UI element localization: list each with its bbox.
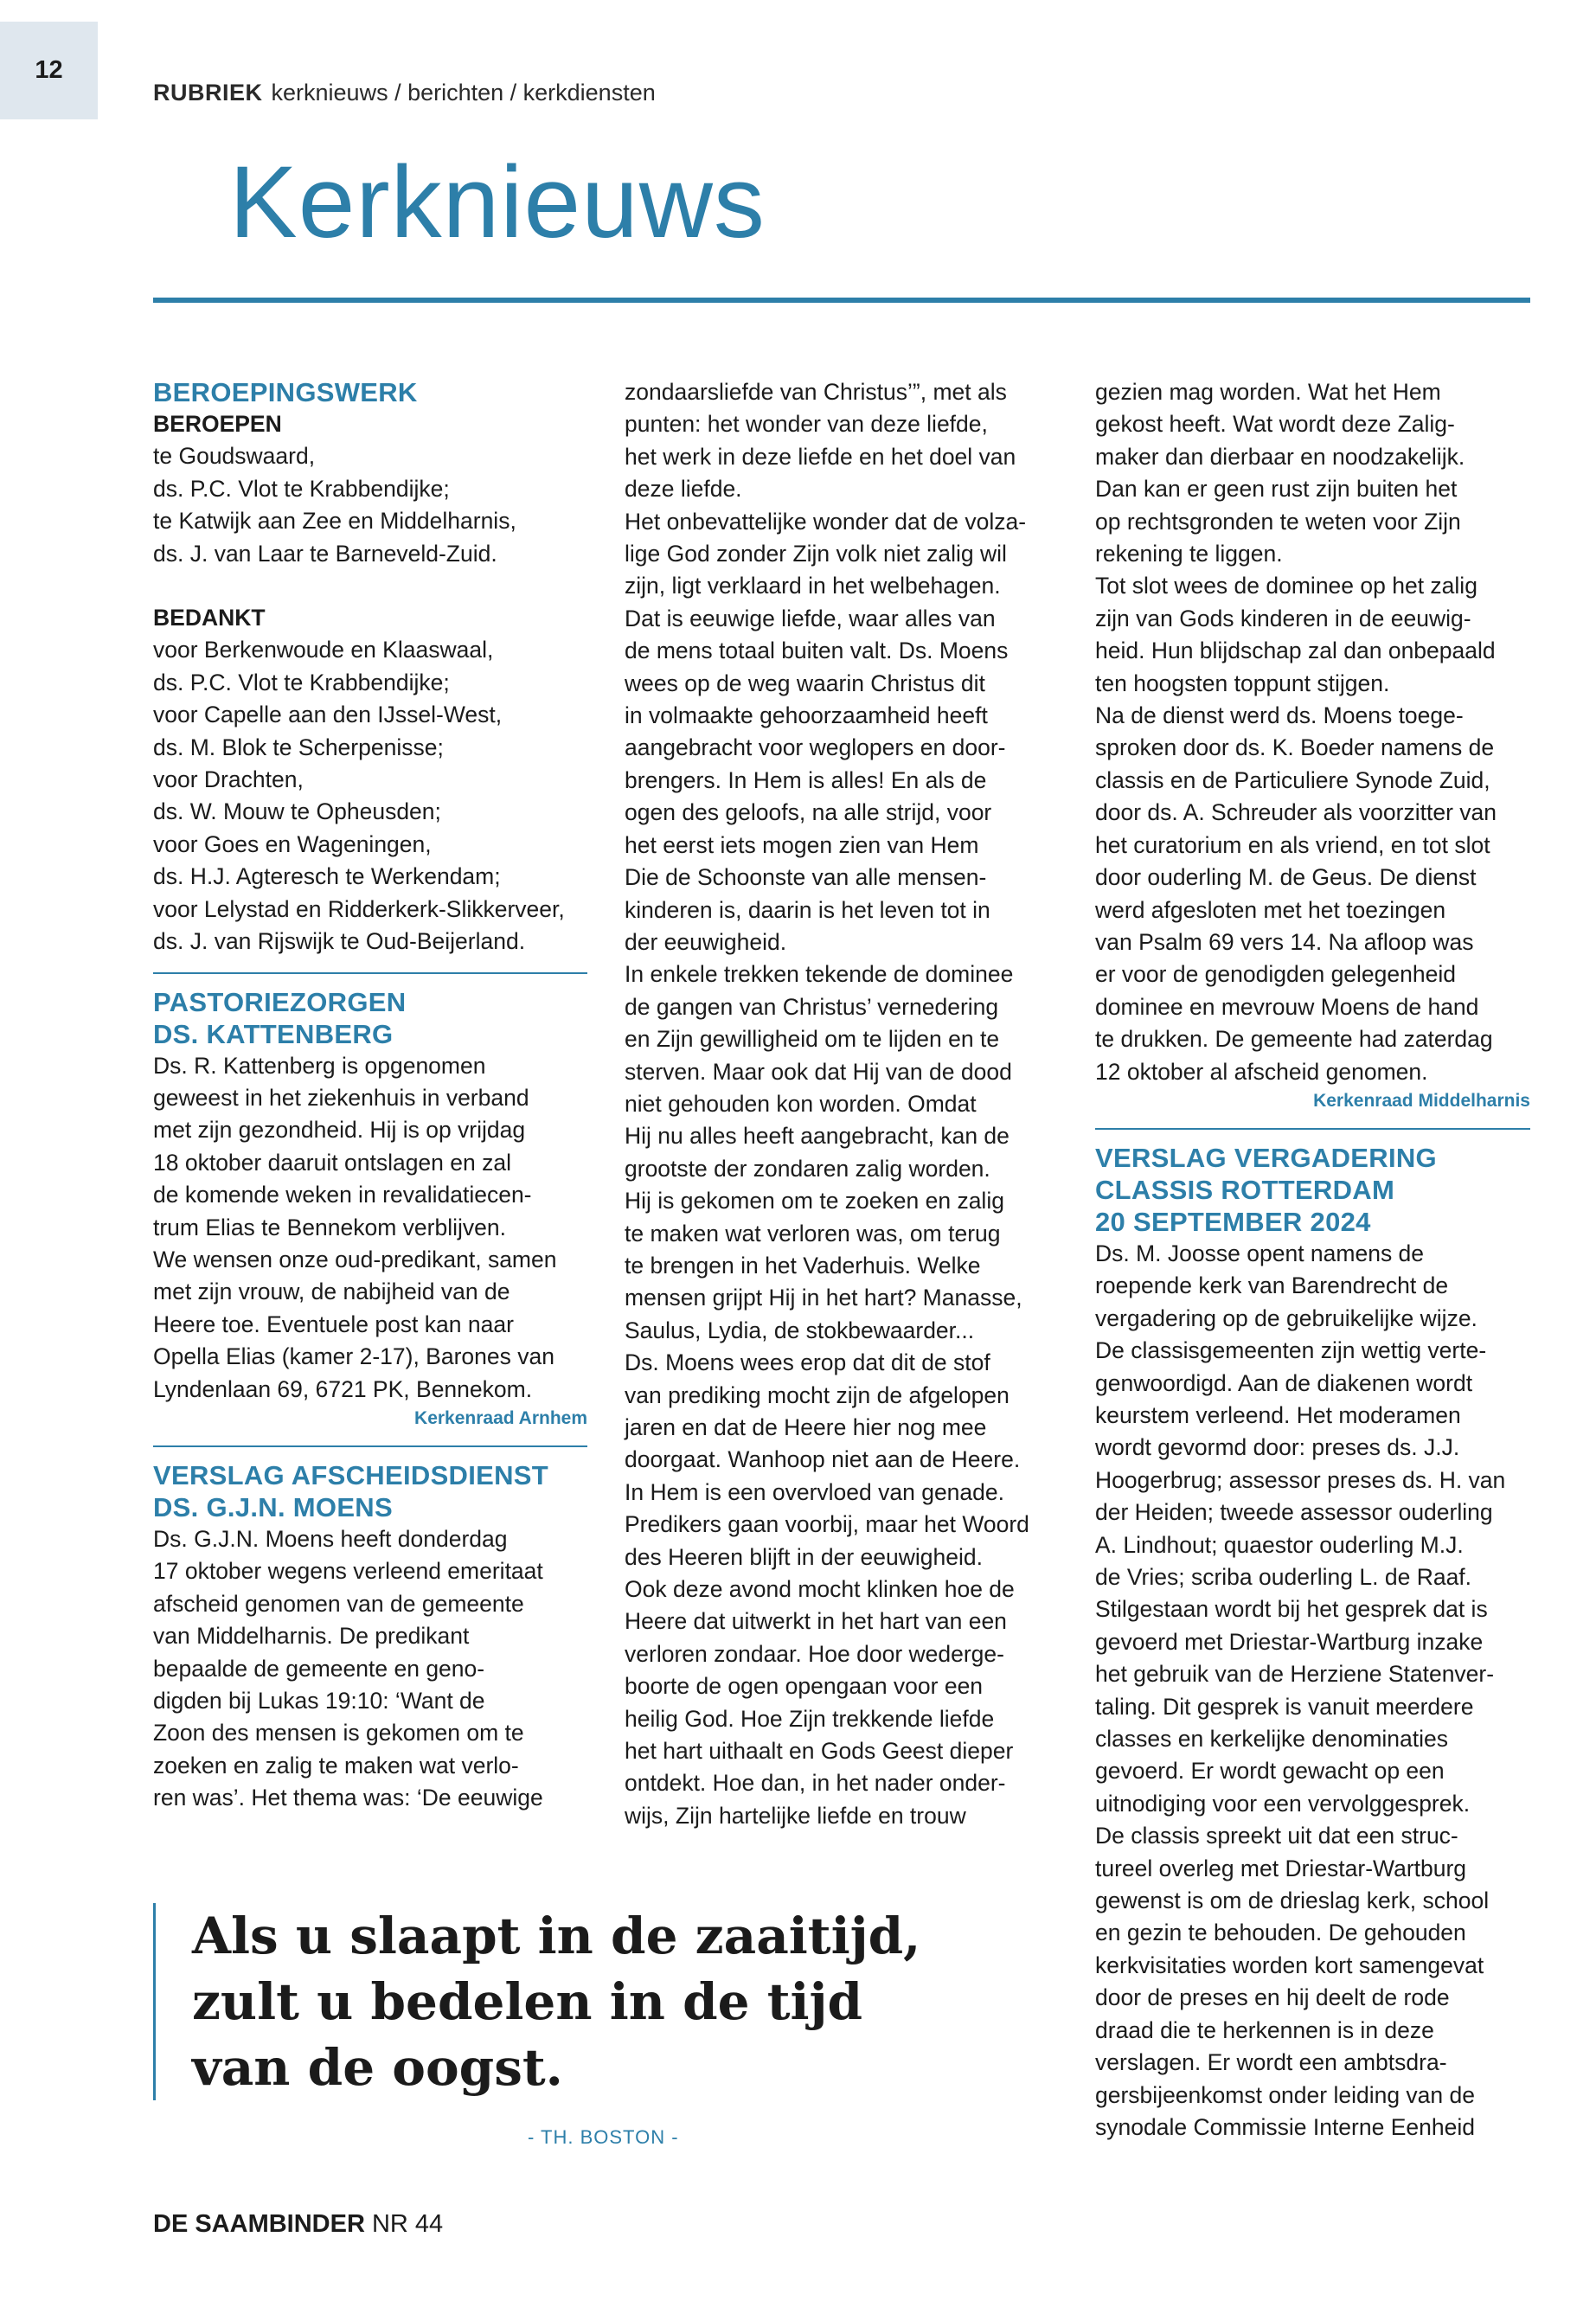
publication-name: DE SAAMBINDER <box>153 2210 365 2238</box>
rubriek-path: kerknieuws / berichten / kerkdiensten <box>271 80 656 106</box>
text-line: de mens totaal buiten valt. Ds. Moens <box>625 638 1009 664</box>
rubriek-label: RUBRIEK <box>153 80 263 106</box>
text-line: deze liefde. <box>625 476 742 503</box>
text-line: voor Capelle aan den IJssel-West, <box>153 702 503 728</box>
text-line: en Zijn gewilligheid om te lijden en te <box>625 1026 1000 1053</box>
text-line: Saulus, Lydia, de stokbewaarder... <box>625 1317 975 1343</box>
text-line: heid. Hun blijdschap zal dan onbepaald <box>1095 638 1496 664</box>
text-line: Ds. R. Kattenberg is opgenomen <box>153 1052 486 1079</box>
text-line: dominee en mevrouw Moens de hand <box>1095 993 1479 1020</box>
text-line: door ds. A. Schreuder als voorzitter van <box>1095 799 1497 826</box>
text-line: bepaalde de gemeente en geno- <box>153 1655 485 1682</box>
text-line: wees op de weg waarin Christus dit <box>625 670 985 696</box>
title-divider <box>153 298 1530 303</box>
text-line: keurstem verleend. Het moderamen <box>1095 1401 1461 1428</box>
quote-author: - TH. BOSTON - <box>528 2126 679 2148</box>
footer <box>153 2210 443 2239</box>
text-line: Zoon des mensen is gekomen om te <box>153 1720 524 1747</box>
text-line: jaren en dat de Heere hier nog mee <box>625 1414 987 1440</box>
subheading-bedankt: BEDANKT <box>153 605 266 631</box>
text-line: het hart uithaalt en Gods Geest dieper <box>625 1738 1014 1765</box>
quote-line: Als u slaapt in de zaaitijd, <box>192 1907 921 1965</box>
page-title: Kerknieuws <box>229 145 766 260</box>
signature-kerkenraad-middelharnis: Kerkenraad Middelharnis <box>1313 1090 1530 1111</box>
text-line: te brengen in het Vaderhuis. Welke <box>625 1252 981 1279</box>
text-line: van prediking mocht zijn de afgelopen <box>625 1381 1010 1408</box>
text-line: kinderen is, daarin is het leven tot in <box>625 896 990 923</box>
text-line: aangebracht voor weglopers en door- <box>625 734 1006 761</box>
subheading-beroepen: BEROEPEN <box>153 411 282 437</box>
section-divider <box>153 972 587 974</box>
text-line: wordt gevormd door: preses ds. J.J. <box>1095 1434 1460 1461</box>
text-line: zijn van Gods kinderen in de eeuwig- <box>1095 605 1471 631</box>
text-line: Predikers gaan voorbij, maar het Woord <box>625 1511 1029 1538</box>
heading-classis-rotterdam: CLASSIS ROTTERDAM <box>1095 1174 1395 1205</box>
text-line: boorte de ogen opengaan voor een <box>625 1673 984 1700</box>
text-line: Opella Elias (kamer 2-17), Barones van <box>153 1343 554 1370</box>
text-line: in volmaakte gehoorzaamheid heeft <box>625 702 988 729</box>
text-line: te maken wat verloren was, om terug <box>625 1220 1001 1247</box>
text-line: het werk in deze liefde en het doel van <box>625 443 1016 470</box>
heading-pastoriezorgen: PASTORIEZORGEN <box>153 986 407 1017</box>
text-line: 17 oktober wegens verleend emeritaat <box>153 1558 543 1585</box>
heading-verslag-vergadering: VERSLAG VERGADERING <box>1095 1142 1437 1173</box>
afscheidsdienst-continued <box>1095 376 1530 1088</box>
text-line: De classisgemeenten zijn wettig verte- <box>1095 1337 1487 1364</box>
heading-classis-date: 20 SEPTEMBER 2024 <box>1095 1206 1371 1237</box>
text-line: door de preses en hij deelt de rode <box>1095 1984 1450 2011</box>
text-line: te Katwijk aan Zee en Middelharnis, <box>153 508 516 535</box>
text-line: ds. P.C. Vlot te Krabbendijke; <box>153 669 450 695</box>
text-line: punten: het wonder van deze liefde, <box>625 411 988 438</box>
quote-line: zult u bedelen in de tijd <box>192 1972 863 2031</box>
text-line: gewenst is om de drieslag kerk, school <box>1095 1888 1490 1914</box>
text-line: synodale Commissie Interne Eenheid <box>1095 2113 1475 2140</box>
text-line: Die de Schoonste van alle mensen- <box>625 864 987 891</box>
text-line: gevoerd. Er wordt gewacht op een <box>1095 1758 1445 1785</box>
page-number: 12 <box>0 22 98 119</box>
text-line: Hij is gekomen om te zoeken en zalig <box>625 1188 1004 1215</box>
text-line: de gangen van Christus’ vernedering <box>625 993 999 1020</box>
text-line: ds. J. van Rijswijk te Oud-Beijerland. <box>153 928 526 955</box>
heading-ds-kattenberg: DS. KATTENBERG <box>153 1018 394 1049</box>
text-line: Heere toe. Eventuele post kan naar <box>153 1311 514 1337</box>
text-line: Stilgestaan wordt bij het gesprek dat is <box>1095 1596 1488 1623</box>
text-line: heilig God. Hoe Zijn trekkende liefde <box>625 1705 995 1732</box>
text-line: ds. M. Blok te Scherpenisse; <box>153 734 444 760</box>
section-divider <box>1095 1128 1530 1130</box>
issue-number: NR 44 <box>371 2210 444 2238</box>
text-line: de Vries; scriba ouderling L. de Raaf. <box>1095 1564 1472 1590</box>
text-line: rekening te liggen. <box>1095 541 1283 567</box>
text-line: classes en kerkelijke denominaties <box>1095 1726 1449 1753</box>
text-line: ds. H.J. Agteresch te Werkendam; <box>153 863 501 890</box>
text-line: 12 oktober al afscheid genomen. <box>1095 1058 1428 1085</box>
text-line: taling. Dit gesprek is vanuit meerdere <box>1095 1693 1474 1720</box>
text-line: draad die te herkennen is in deze <box>1095 2016 1434 2043</box>
text-line: geweest in het ziekenhuis in verband <box>153 1084 529 1111</box>
text-line: door ouderling M. de Geus. De dienst <box>1095 864 1477 891</box>
text-line: met zijn gezondheid. Hij is op vrijdag <box>153 1117 526 1144</box>
text-line: genwoordigd. Aan de diakenen wordt <box>1095 1369 1473 1396</box>
text-line: maker dan dierbaar en noodzakelijk. <box>1095 443 1465 470</box>
text-line: In Hem is een overvloed van genade. <box>625 1478 1004 1505</box>
text-line: voor Berkenwoude en Klaaswaal, <box>153 637 494 663</box>
text-line: Ds. Moens wees erop dat dit de stof <box>625 1349 990 1376</box>
text-line: gevoerd met Driestar-Wartburg inzake <box>1095 1628 1484 1655</box>
text-line: Dan kan er geen rust zijn buiten het <box>1095 476 1458 503</box>
text-line: A. Lindhout; quaestor ouderling M.J. <box>1095 1531 1464 1558</box>
text-line: van Psalm 69 vers 14. Na afloop was <box>1095 928 1474 955</box>
text-line: Het onbevattelijke wonder dat de volza- <box>625 508 1027 535</box>
text-line: ontdekt. Hoe dan, in het nader onder- <box>625 1770 1006 1797</box>
text-line: Dat is eeuwige liefde, waar alles van <box>625 605 996 631</box>
text-line: Ds. G.J.N. Moens heeft donderdag <box>153 1525 508 1552</box>
text-line: Heere dat uitwerkt in het hart van een <box>625 1608 1007 1635</box>
text-line: sterven. Maar ook dat Hij van de dood <box>625 1058 1012 1085</box>
text-line: van Middelharnis. De predikant <box>153 1623 470 1650</box>
text-line: met zijn vrouw, de nabijheid van de <box>153 1279 510 1305</box>
text-line: Ds. M. Joosse opent namens de <box>1095 1240 1425 1266</box>
text-line: classis en de Particuliere Synode Zuid, <box>1095 766 1490 793</box>
text-line: ten hoogsten toppunt stijgen. <box>1095 670 1390 696</box>
text-line: digden bij Lukas 19:10: ‘Want de <box>153 1688 485 1714</box>
text-line: trum Elias te Bennekom verblijven. <box>153 1214 506 1240</box>
text-line: te drukken. De gemeente had zaterdag <box>1095 1026 1493 1053</box>
text-line: het eerst iets mogen zien van Hem <box>625 831 979 858</box>
text-line: brengers. In Hem is alles! En als de <box>625 766 987 793</box>
text-line: gekost heeft. Wat wordt deze Zalig- <box>1095 411 1455 438</box>
text-line: te Goudswaard, <box>153 443 316 470</box>
text-line: ds. P.C. Vlot te Krabbendijke; <box>153 475 450 502</box>
text-line: vergadering op de gebruikelijke wijze. <box>1095 1304 1477 1331</box>
pastoriezorgen-body <box>153 1050 587 1406</box>
text-line: des Heeren blijft in der eeuwigheid. <box>625 1543 983 1570</box>
pull-quote <box>153 1903 936 2100</box>
text-line: der eeuwigheid. <box>625 928 787 955</box>
text-line: wijs, Zijn hartelijke liefde en trouw <box>625 1802 966 1829</box>
text-line: In enkele trekken tekende de dominee <box>625 961 1014 988</box>
text-line: doorgaat. Wanhoop niet aan de Heere. <box>625 1446 1021 1473</box>
text-line: zoeken en zalig te maken wat verlo- <box>153 1752 519 1779</box>
bedankt-list <box>153 634 587 958</box>
text-line: voor Goes en Wageningen, <box>153 830 432 857</box>
text-line: ds. J. van Laar te Barneveld-Zuid. <box>153 540 497 567</box>
text-line: op rechtsgronden te weten voor Zijn <box>1095 508 1461 535</box>
text-line: zondaarsliefde van Christus’”, met als <box>625 379 1007 405</box>
text-line: Hoogerbrug; assessor preses ds. H. van <box>1095 1466 1506 1493</box>
text-line: zijn, ligt verklaard in het welbehagen. <box>625 573 1001 599</box>
text-line: sproken door ds. K. Boeder namens de <box>1095 734 1495 761</box>
text-line: ds. W. Mouw te Opheusden; <box>153 798 441 825</box>
text-line: Tot slot wees de dominee op het zalig <box>1095 573 1477 599</box>
text-line: Lyndenlaan 69, 6721 PK, Bennekom. <box>153 1375 533 1402</box>
text-line: niet gehouden kon worden. Omdat <box>625 1090 977 1117</box>
text-line: ogen des geloofs, na alle strijd, voor <box>625 799 992 826</box>
heading-ds-moens: DS. G.J.N. MOENS <box>153 1491 393 1522</box>
text-line: de komende weken in revalidatiecen- <box>153 1182 532 1208</box>
text-line: werd afgesloten met het toezingen <box>1095 896 1446 923</box>
afscheidsdienst-body <box>153 1523 587 1815</box>
text-line: tureel overleg met Driestar-Wartburg <box>1095 1855 1467 1881</box>
text-line: ren was’. Het thema was: ‘De eeuwige <box>153 1785 543 1811</box>
text-line: lige God zonder Zijn volk niet zalig wil <box>625 541 1007 567</box>
text-line: gersbijeenkomst onder leiding van de <box>1095 2081 1475 2108</box>
text-line: Na de dienst werd ds. Moens toege- <box>1095 702 1464 729</box>
text-line: mensen grijpt Hij in het hart? Manasse, <box>625 1285 1022 1311</box>
text-line: roepende kerk van Barendrecht de <box>1095 1272 1449 1299</box>
text-line: voor Drachten, <box>153 766 304 793</box>
section-divider <box>153 1445 587 1447</box>
text-line: verloren zondaar. Hoe door wederge- <box>625 1640 1004 1667</box>
signature-kerkenraad-arnhem: Kerkenraad Arnhem <box>414 1407 587 1428</box>
text-line: voor Lelystad en Ridderkerk-Slikkerveer, <box>153 895 565 922</box>
classis-body <box>1095 1238 1530 2144</box>
text-line: De classis spreekt uit dat een struc- <box>1095 1823 1458 1849</box>
text-line: der Heiden; tweede assessor ouderling <box>1095 1499 1493 1526</box>
beroepen-list <box>153 440 587 570</box>
text-line: uitnodiging voor een vervolggesprek. <box>1095 1790 1471 1817</box>
text-line: het gebruik van de Herziene Statenver- <box>1095 1661 1495 1688</box>
section-breadcrumb <box>153 80 656 106</box>
text-line: gezien mag worden. Wat het Hem <box>1095 379 1441 405</box>
column-1 <box>153 376 587 1815</box>
text-line: er voor de genodigden gelegenheid <box>1095 961 1456 988</box>
text-line: grootste der zondaren zalig worden. <box>625 1155 990 1182</box>
text-line: Hij nu alles heeft aangebracht, kan de <box>625 1123 1010 1150</box>
text-line: het curatorium en als vriend, en tot slot <box>1095 831 1490 858</box>
text-line: Ook deze avond mocht klinken hoe de <box>625 1576 1015 1603</box>
text-line: kerkvisitaties worden kort samengevat <box>1095 1952 1484 1978</box>
text-line: afscheid genomen van de gemeente <box>153 1590 524 1617</box>
text-line: 18 oktober daaruit ontslagen en zal <box>153 1149 511 1176</box>
heading-verslag-afscheidsdienst: VERSLAG AFSCHEIDSDIENST <box>153 1459 549 1490</box>
text-line: en gezin te behouden. De gehouden <box>1095 1920 1466 1946</box>
column-2 <box>625 376 1061 1832</box>
quote-line: van de oogst. <box>192 2038 563 2097</box>
text-line: verslagen. Er wordt een ambtsdra- <box>1095 2049 1447 2076</box>
text-line: We wensen onze oud-predikant, samen <box>153 1246 557 1272</box>
heading-beroepingswerk: BEROEPINGSWERK <box>153 377 418 407</box>
column-3 <box>1095 376 1530 2144</box>
